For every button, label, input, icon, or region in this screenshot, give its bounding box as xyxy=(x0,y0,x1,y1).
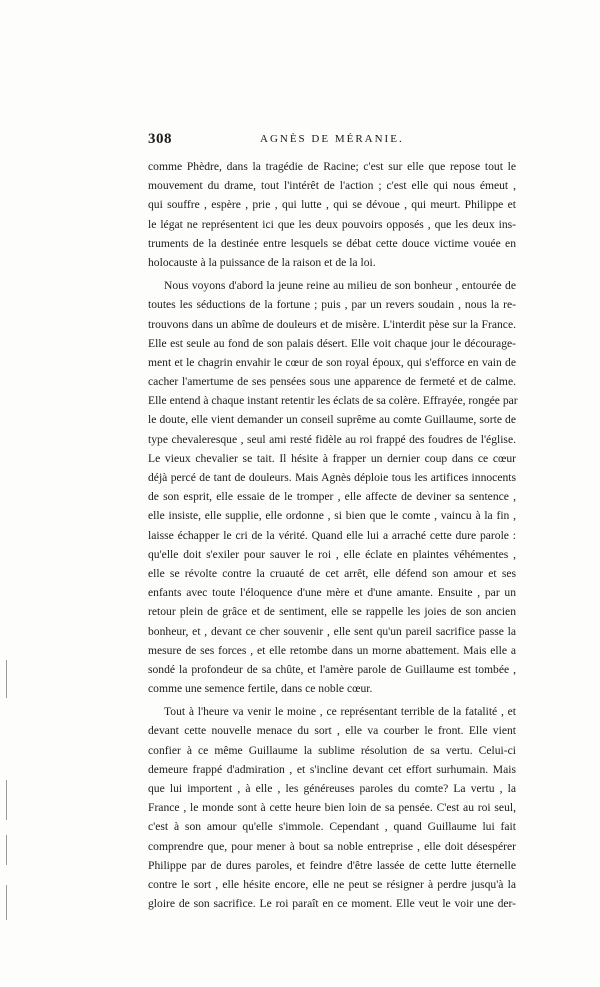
scan-mark xyxy=(6,780,7,820)
text-line: Elle entend à chaque instant retentir les éclats de sa colère. Effrayée, rongée par xyxy=(148,394,518,408)
text-line: enfants avec toute l'éloquence d'une mère et d'une amante. Ensuite , par un xyxy=(148,586,516,600)
text-line: qu'elle doit s'exiler pour sauver le roi , elle éclate en plaintes véhémentes , xyxy=(148,547,516,561)
text-line: holocauste à la puissance de la raison et de la loi. xyxy=(148,255,376,269)
text-line: le doute, elle vient demander un conseil suprême au comte Guillaume, sorte de xyxy=(148,413,516,427)
margin-scan-marks xyxy=(6,660,9,920)
text-line: gloire de son sacrifice. Le roi paraît en ce moment. Elle veut le voir une der- xyxy=(148,897,516,911)
scan-mark xyxy=(6,660,7,698)
text-line: truments de la destinée entre lesquels se débat cette douce victime vouée en xyxy=(148,236,516,250)
text-line: déjà percé de tant de douleurs. Mais Agnès déploie tous les artifices innocents xyxy=(148,471,516,484)
text-line: type chevaleresque , seul ami resté fidèle au roi frappé des foudres de l'église. xyxy=(148,432,516,446)
text-line: Nous voyons d'abord la jeune reine au milieu de son bonheur , entourée de xyxy=(164,279,516,293)
text-line: comprendre que, pour mener à bout sa noble entreprise , elle doit désespérer xyxy=(148,839,516,853)
text-line: mouvement du drame, tout l'intérêt de l'action ; c'est elle qui nous émeut , xyxy=(148,179,516,193)
page-number: 308 xyxy=(148,131,172,147)
text-line: c'est à son amour qu'elle s'immole. Cependant , quand Guillaume lui fait xyxy=(148,820,516,834)
text-line: Elle est seule au fond de son palais désert. Elle voit chaque jour le décourage- xyxy=(148,336,516,350)
text-line: contre le sort , elle hésite encore, elle ne peut se résigner à perdre jusqu'à la xyxy=(148,877,516,891)
paragraph xyxy=(148,702,516,913)
page-header xyxy=(148,131,516,151)
text-line: comme Phèdre, dans la tragédie de Racine; c'est sur elle que repose tout le xyxy=(148,160,516,173)
text-line: laisse échapper le cri de la vérité. Quand elle lui a arraché cette dure parole : xyxy=(148,528,516,542)
text-line: trouvons dans un abîme de douleurs et de misère. L'interdit pèse sur la France. xyxy=(148,317,516,331)
page-body xyxy=(148,157,516,913)
text-line: cacher l'amertume de ses pensées sous une apparence de fermeté et de calme. xyxy=(148,375,516,389)
text-line: Le vieux chevalier se tait. Il hésite à frapper un dernier coup dans ce cœur xyxy=(148,451,516,465)
text-line: toutes les séductions de la fortune ; puis , par un revers soudain , nous la re- xyxy=(148,298,516,312)
paragraph xyxy=(148,276,516,698)
text-line: devant cette nouvelle menace du sort , elle va courber le front. Elle vient xyxy=(148,724,516,738)
text-line: elle se révolte contre la cruauté de cet arrêt, elle défend son amour et ses xyxy=(148,566,516,580)
text-line: Philippe par de dures paroles, et feindre d'être lassée de cette lutte éternelle xyxy=(148,858,516,872)
text-line: qui souffre , espère , prie , qui lutte , qui se dévoue , qui meurt. Philippe et xyxy=(148,198,516,212)
scan-mark xyxy=(6,885,7,920)
text-line: ment et le chagrin envahir le cœur de son royal époux, qui s'efforce en vain de xyxy=(148,355,516,369)
text-line: bonheur, et , devant ce cher souvenir , elle sent qu'un pareil sacrifice passe la xyxy=(148,624,516,638)
text-line: de son esprit, elle essaie de le tromper , elle affecte de deviner sa sentence , xyxy=(148,490,516,504)
text-line: le légat ne représentent ici que les deux pouvoirs opposés , que les deux ins- xyxy=(148,217,516,231)
text-line: demeure frappé d'admiration , et s'incline devant cet effort surhumain. Mais xyxy=(148,762,516,776)
text-line: confier à ce même Guillaume la sublime résolution de sa vertu. Celui-ci xyxy=(148,743,516,757)
text-line: mesure de ses forces , et elle retombe dans un morne abattement. Mais elle a xyxy=(148,643,516,657)
text-line: France , le monde sont à cette heure bien loin de sa pensée. C'est au roi seul, xyxy=(148,801,516,815)
paragraph xyxy=(148,157,516,272)
text-line: elle insiste, elle supplie, elle ordonne , si bien que le comte , vaincu à la fin , xyxy=(148,509,516,523)
text-line: Tout à l'heure va venir le moine , ce représentant terrible de la fatalité , et xyxy=(164,705,516,719)
text-line: que lui importent , à elle , les généreuses paroles du comte? La vertu , la xyxy=(148,782,516,795)
text-line: comme une semence fertile, dans ce noble cœur. xyxy=(148,682,373,696)
text-line: sondé la profondeur de sa chûte, et l'amère parole de Guillaume est tombée , xyxy=(148,662,516,676)
scan-mark xyxy=(6,835,7,865)
text-line: retour plein de grâce et de sentiment, elle se rappelle les joies de son ancien xyxy=(148,605,516,619)
running-title: AGNÈS DE MÉRANIE. xyxy=(260,133,404,145)
